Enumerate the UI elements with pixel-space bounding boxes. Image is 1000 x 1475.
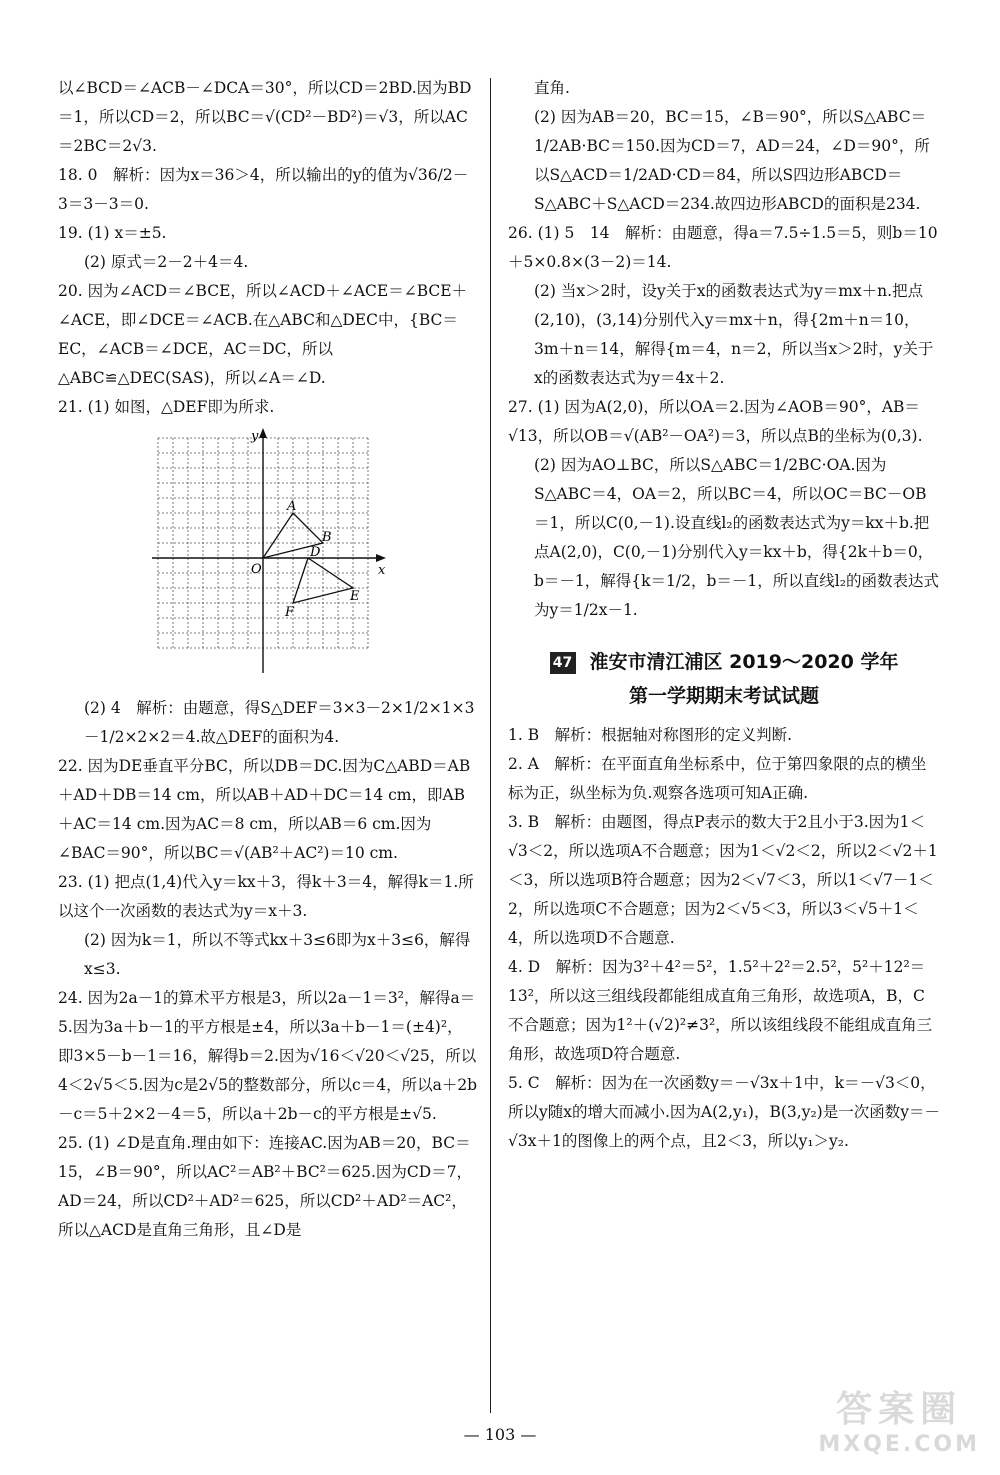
answer-26-2: (2) 当x＞2时，设y关于x的函数表达式为y＝mx＋n.把点(2,10)，(3,14)分别代入y＝mx＋n，得{2m＋n＝10，3m＋n＝14，解得{m＝4，n＝2，所以当x＞2时，y关于x的函数表达式为y＝4x＋2.	[534, 282, 934, 387]
answer-22: 22. 因为DE垂直平分BC，所以DB＝DC.因为C△ABD＝AB＋AD＋DB＝14 cm，所以AB＋AD＋DC＝14 cm，即AB＋AC＝14 cm.因为AC＝8 cm，所以AB＝6 cm.因为∠BAC＝90°，所以BC＝√(AB²＋AC²)＝10 cm.	[58, 757, 471, 862]
right-column	[508, 74, 940, 1156]
x-axis-label: x	[378, 563, 386, 578]
answer-1: 1. B 解析：根据轴对称图形的定义判断.	[508, 726, 793, 744]
answer-25-1: 25. (1) ∠D是直角.理由如下：连接AC.因为AB＝20，BC＝15，∠B＝90°，所以AC²＝AB²＋BC²＝625.因为CD＝7，AD＝24，所以CD²＋AD²＝625，所以CD²＋AD²＝AC²，所以△ACD是直角三角形，且∠D是	[58, 1134, 473, 1239]
answer-2: 2. A 解析：在平面直角坐标系中，位于第四象限的点的横坐标为正，纵坐标为负.观察各选项可知A正确.	[508, 755, 927, 802]
point-a-label: A	[287, 499, 297, 514]
heading-line-1: 淮安市清江浦区 2019～2020 学年	[589, 651, 899, 673]
y-axis-label: y	[251, 429, 259, 444]
answer-21-1: 21. (1) 如图，△DEF即为所求.	[58, 398, 275, 416]
answer-21-2: (2) 4 解析：由题意，得S△DEF＝3×3－2×1/2×1×3－1/2×2×2＝4.故△DEF的面积为4.	[84, 699, 475, 746]
answer-5: 5. C 解析：因为在一次函数y＝－√3x＋1中，k＝－√3＜0，所以y随x的增大而减小.因为A(2,y₁)，B(3,y₂)是一次函数y＝－√3x＋1的图像上的两个点，且2＜3，所以y₁＞y₂.	[508, 1074, 940, 1150]
column-divider	[490, 78, 491, 1413]
point-b-label: B	[322, 530, 332, 545]
point-e-label: E	[350, 589, 360, 604]
watermark-logo	[818, 1381, 980, 1457]
answer-3: 3. B 解析：由题图，得点P表示的数大于2且小于3.因为1＜√3＜2，所以选项A不合题意；因为1＜√2＜2，所以2＜√2＋1＜3，所以选项B符合题意；因为2＜√7＜3，所以1＜√7－1＜2，所以选项C不合题意；因为2＜√5＜3，所以3＜√5＋1＜4，所以选项D不合题意.	[508, 813, 938, 947]
page-number: — 103 —	[463, 1425, 537, 1444]
origin-label: O	[251, 562, 262, 577]
answer-24: 24. 因为2a－1的算术平方根是3，所以2a－1＝3²，解得a＝5.因为3a＋b－1的平方根是±4，所以3a＋b－1＝(±4)²，即3×5－b－1＝16，解得b＝2.因为√16＜√20＜√25，所以4＜2√5＜5.因为c是2√5的整数部分，所以c＝4，所以a＋2b－c＝5＋2×2－4＝5，所以a＋2b－c的平方根是±√5.	[58, 989, 478, 1123]
watermark-line-1: 答案圈	[836, 1389, 963, 1430]
answer-27-1: 27. (1) 因为A(2,0)，所以OA＝2.因为∠AOB＝90°，AB＝√13，所以OB＝√(AB²－OA²)＝3，所以点B的坐标为(0,3).	[508, 398, 923, 445]
text-line: 以∠BCD＝∠ACB－∠DCA＝30°，所以CD＝2BD.因为BD＝1，所以CD＝2，所以BC＝√(CD²－BD²)＝√3，所以AC＝2BC＝2√3.	[58, 79, 472, 155]
answer-18: 18. 0 解析：因为x＝36＞4，所以输出的y的值为√36/2－3＝3－3＝0.	[58, 166, 469, 213]
text-line: 直角.	[534, 79, 570, 97]
watermark-line-2: MXQE.COM	[818, 1432, 980, 1457]
triangle-def	[293, 558, 353, 603]
point-d-label: D	[310, 545, 321, 560]
answer-23-1: 23. (1) 把点(1,4)代入y＝kx＋3，得k＋3＝4，解得k＝1.所以这个一次函数的表达式为y＝x＋3.	[58, 873, 474, 920]
grid-figure	[148, 428, 388, 678]
coordinate-graph	[148, 428, 478, 688]
heading-line-2: 第一学期期末考试试题	[628, 685, 819, 707]
answer-19-1: 19. (1) x＝±5.	[58, 224, 167, 242]
answer-4: 4. D 解析：因为3²＋4²＝5²，1.5²＋2²＝2.5²，5²＋12²＝13²，所以这三组线段都能组成直角三角形，故选项A，B，C不合题意；因为1²＋(√2)²≠3²，所以该组线段不能组成直角三角形，故选项D符合题意.	[508, 958, 933, 1063]
section-heading	[508, 645, 940, 713]
answer-26-1: 26. (1) 5 14 解析：由题意，得a＝7.5÷1.5＝5，则b＝10＋5×0.8×(3－2)＝14.	[508, 224, 938, 271]
answer-20: 20. 因为∠ACD＝∠BCE，所以∠ACD＋∠ACE＝∠BCE＋∠ACE，即∠DCE＝∠ACB.在△ABC和△DEC中，{BC＝EC，∠ACB＝∠DCE，AC＝DC，所以△ABC≌△DEC(SAS)，所以∠A＝∠D.	[58, 282, 468, 387]
point-f-label: F	[285, 605, 295, 620]
section-badge: 47	[550, 652, 576, 674]
answer-25-2: (2) 因为AB＝20，BC＝15，∠B＝90°，所以S△ABC＝1/2AB·BC＝150.因为CD＝7，AD＝24，∠D＝90°，所以S△ACD＝1/2AD·CD＝84，所以S四边形ABCD＝S△ABC＋S△ACD＝234.故四边形ABCD的面积是234.	[534, 108, 930, 213]
left-column	[58, 74, 478, 1245]
answer-27-2: (2) 因为AO⊥BC，所以S△ABC＝1/2BC·OA.因为S△ABC＝4，OA＝2，所以BC＝4，所以OC＝BC－OB＝1，所以C(0,－1).设直线l₂的函数表达式为y＝kx＋b.把点A(2,0)，C(0,－1)分别代入y＝kx＋b，得{2k＋b＝0，b＝－1，解得{k＝1/2，b＝－1，所以直线l₂的函数表达式为y＝1/2x－1.	[534, 456, 939, 619]
answer-23-2: (2) 因为k＝1，所以不等式kx＋3≤6即为x＋3≤6，解得x≤3.	[84, 931, 471, 978]
answer-19-2: (2) 原式＝2－2＋4＝4.	[84, 253, 249, 271]
